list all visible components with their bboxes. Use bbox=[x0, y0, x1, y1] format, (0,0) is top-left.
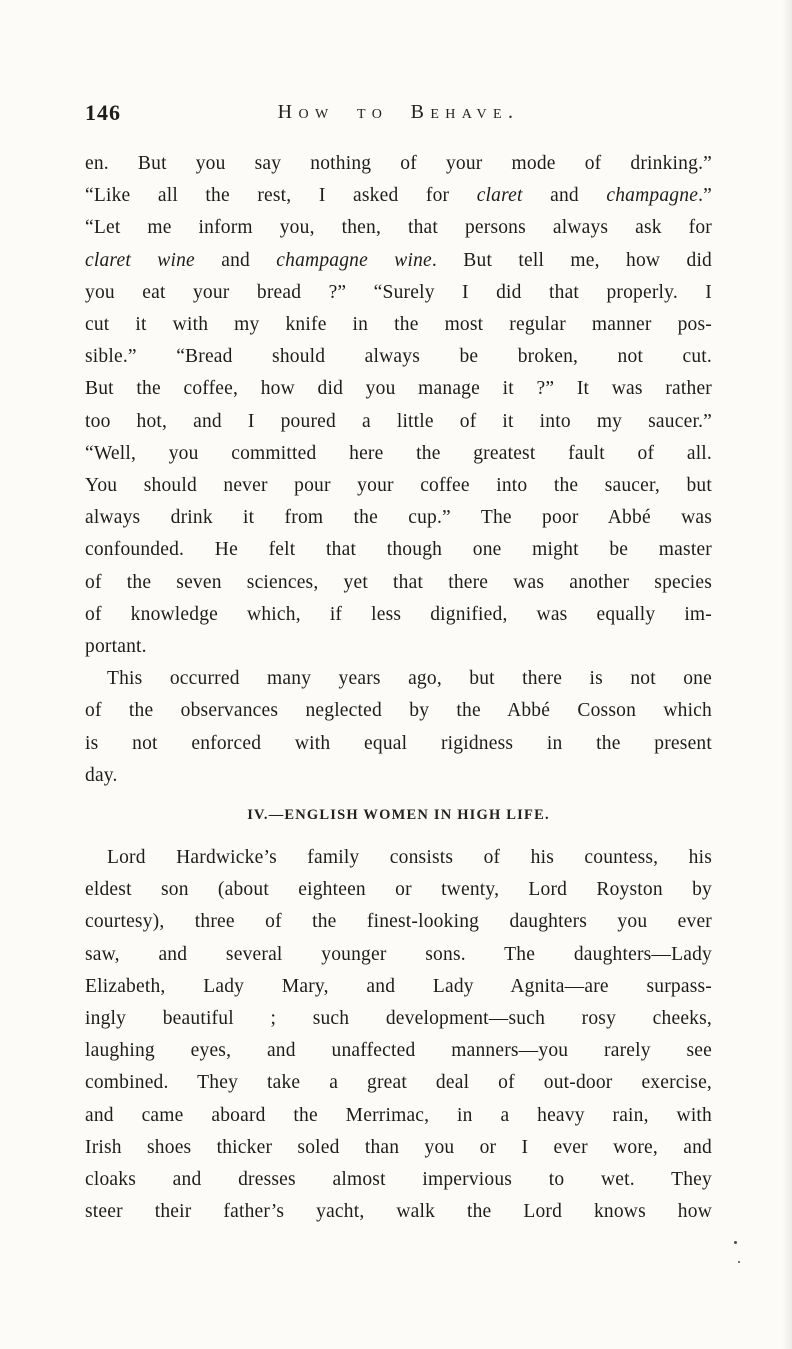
text-line: en. But you say nothing of your mode of drinking.” bbox=[85, 153, 712, 174]
text-line: too hot, and I poured a little of it into my saucer.” bbox=[85, 410, 712, 432]
text-line: “Like all the rest, I asked for claret and champagne.” bbox=[85, 185, 713, 207]
text-line: always drink it from the cup.” The poor Abbé was bbox=[85, 507, 712, 529]
text-line: “Let me inform you, then, that persons always ask for bbox=[85, 217, 712, 239]
page-header bbox=[85, 100, 712, 130]
text-line: But the coffee, how did you manage it ?” It was rather bbox=[85, 378, 712, 400]
text-line: of knowledge which, if less dignified, was equally im- bbox=[85, 603, 712, 625]
text-line: Lord Hardwicke’s family consists of his countess, his bbox=[107, 847, 712, 869]
text-line: is not enforced with equal rigidness in the present bbox=[85, 732, 712, 754]
text-line: saw, and several younger sons. The daughters—Lady bbox=[85, 943, 712, 965]
text-line: and came aboard the Merrimac, in a heavy rain, with bbox=[85, 1104, 712, 1126]
scan-speck bbox=[734, 1241, 737, 1244]
section-heading: IV.—ENGLISH WOMEN IN HIGH LIFE. bbox=[247, 807, 550, 824]
text-line: cloaks and dresses almost impervious to wet. They bbox=[85, 1169, 712, 1191]
text-line: ingly beautiful ; such development—such rosy cheeks, bbox=[85, 1008, 712, 1030]
text-line: combined. They take a great deal of out-door exercise, bbox=[85, 1072, 712, 1094]
text-line: claret wine and champagne wine. But tell me, how did bbox=[85, 249, 713, 271]
text-line: Elizabeth, Lady Mary, and Lady Agnita—are surpass- bbox=[85, 975, 712, 997]
text-line: day. bbox=[85, 764, 118, 786]
text-line: sible.” “Bread should always be broken, not cut. bbox=[85, 346, 712, 368]
text-line: “Well, you committed here the greatest fault of all. bbox=[85, 442, 712, 464]
body-text bbox=[85, 148, 712, 1229]
text-line: laughing eyes, and unaffected manners—you rarely see bbox=[85, 1040, 712, 1062]
text-line: Irish shoes thicker soled than you or I ever wore, and bbox=[85, 1136, 712, 1158]
text-line: courtesy), three of the finest-looking daughters you ever bbox=[85, 911, 712, 933]
text-line: portant. bbox=[85, 636, 147, 658]
text-line: steer their father’s yacht, walk the Lord knows how bbox=[85, 1201, 712, 1223]
page-number: 146 bbox=[85, 100, 121, 125]
paragraph bbox=[85, 663, 712, 792]
scan-speck bbox=[738, 1261, 740, 1263]
text-line: eldest son (about eighteen or twenty, Lord Royston by bbox=[85, 879, 712, 901]
text-line: you eat your bread ?” “Surely I did that properly. I bbox=[85, 281, 712, 303]
running-title: How to Behave. bbox=[277, 101, 520, 123]
text-line: cut it with my knife in the most regular manner pos- bbox=[85, 314, 712, 336]
paragraph bbox=[85, 148, 712, 663]
paragraph bbox=[85, 842, 712, 1228]
text-line: This occurred many years ago, but there is not one bbox=[107, 668, 712, 690]
text-line: of the observances neglected by the Abbé Cosson which bbox=[85, 700, 712, 722]
text-line: of the seven sciences, yet that there was another species bbox=[85, 571, 712, 593]
text-line: confounded. He felt that though one might be master bbox=[85, 539, 712, 561]
text-line: You should never pour your coffee into the saucer, but bbox=[85, 475, 712, 497]
